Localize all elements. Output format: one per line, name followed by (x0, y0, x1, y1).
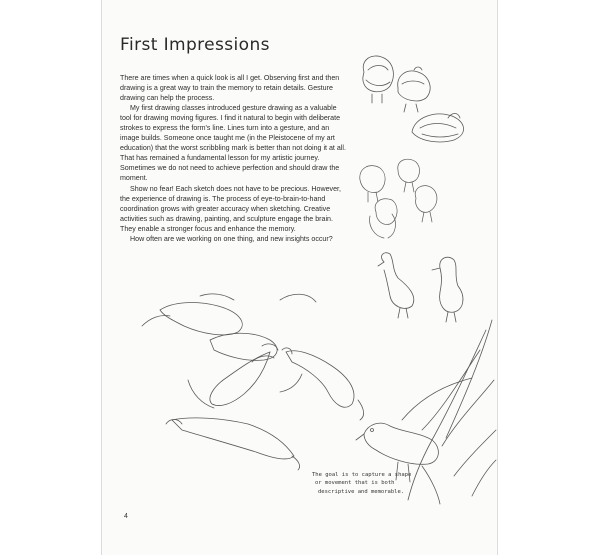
sketch-caption (312, 471, 432, 496)
resting-bird-sketch-icon (412, 114, 464, 142)
caption-line: The goal is to capture a shape (312, 472, 412, 478)
otters-swimming-sketch-icon (142, 294, 364, 470)
small-birds-group-sketch-icon (360, 159, 437, 238)
body-text (120, 73, 346, 244)
page-number: 4 (124, 513, 128, 520)
page-title: First Impressions (120, 35, 270, 55)
paragraph: There are times when a quick look is all I get. Observing first and then drawing is a great way to train the memory to retain details. Gesture drawing can help the process. (120, 74, 340, 103)
paragraph: Show no fear! Each sketch does not have to be precious. However, the experience of drawing is. The process of eye-to-brain-to-hand coordination grows with greater accuracy when sketching. Creative activities such as drawing, painting, and sculpture engage the brain. They enable a stronger focus and enhance the memory. (120, 184, 341, 233)
standing-bird-sketch-icon (398, 67, 430, 112)
heron-pair-sketch-icon (378, 253, 463, 322)
caption-line: or movement that is both (315, 480, 395, 487)
paragraph: How often are we working on one thing, and new insights occur? (130, 234, 333, 243)
book-page (101, 0, 498, 555)
caption-line: descriptive and memorable. (318, 488, 405, 495)
paragraph: My first drawing classes introduced gesture drawing as a valuable tool for drawing moving figures. I find it natural to begin with deliberate strokes to express the form's line. Lines turn into a gesture, and an image builds. Someone once taught me (in the Pleistocene of my art education) that the worst scribbling mark is better than not doing it at all. That has remained a fundamental lesson for my artistic journey. Sometimes we do not need to achieve perfection and should draw the moment. (120, 104, 346, 183)
sleeping-bird-sketch-icon (363, 56, 394, 103)
